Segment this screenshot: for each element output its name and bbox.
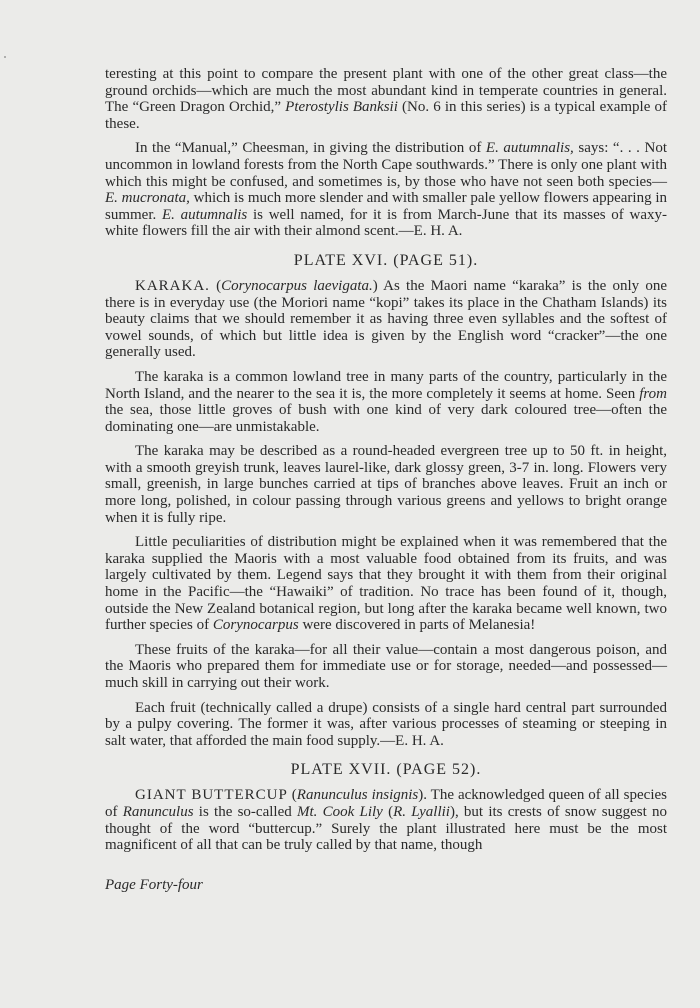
text-run: says: “. . . Not uncommon in lowland forests from the North Cape southwards.” There is only one plant with which this might be confused, and sometimes is, by those who have not seen both species— <box>105 140 667 190</box>
plate-xvi-paragraph-5: These fruits of the karaka—for all their value—contain a most dangerous poison, and the Maoris who prepared them for immediate use or for storage, needed—and possessed—much skill in carrying out their work. <box>105 641 667 691</box>
text-run: Little peculiarities of distribution might be explained when it was remembered that the karaka supplied the Maoris with a most valuable food obtained from its fruits, and was largely cultivated by them. Legend says that they brought it with them from their original home in the Pacific—the “Hawaiki” of tradition. No trace has been found of it, though, outside the New Zealand botanical region, but long after the karaka became well known, two further species of <box>105 534 667 634</box>
text-run: is the so-called <box>193 803 297 820</box>
plate-xvi-heading: PLATE XVI. (PAGE 51). <box>293 251 479 269</box>
plate-xvi-paragraph-1 <box>105 278 667 361</box>
intro-paragraph-1 <box>105 66 667 132</box>
plate-xvi-paragraph-6: Each fruit (technically called a drupe) consists of a single hard central part surrounded by a pulpy covering. The former it was, after various processes of steaming or steeping in salt water, that afforded the main food supply.—E. H. A. <box>105 699 667 749</box>
plant-common-name: Mt. Cook Lily <box>296 803 383 820</box>
plate-xvii-paragraph-1 <box>105 787 667 853</box>
page-number: Page Forty-four <box>105 877 203 893</box>
paper-speck <box>4 56 6 58</box>
plant-common-name: KARAKA. <box>135 277 210 294</box>
text-run: ), but its crests of snow suggest no thought of the word “buttercup.” Surely the plant illustrated here must be the most magnificent of all that can be truly called by that name, though <box>105 803 667 854</box>
species-name: E. autumnalis, <box>485 140 574 157</box>
text-run: ( <box>209 277 222 294</box>
plate-xvi-paragraph-2 <box>105 369 667 435</box>
intro-paragraph-2 <box>105 140 667 240</box>
text-run: The karaka is a common lowland tree in many parts of the country, particularly in the North Island, and the nearer to the sea it is, the more completely it seems at home. Seen <box>105 368 667 402</box>
species-name: Corynocarpus <box>212 617 299 634</box>
text-run: ) As the Maori name “karaka” is the only one there is in everyday use (the Moriori name “kopi” takes its place in the Chatham Islands) its beauty claims that we should remember it as having three even syllables and the softest of vowel sounds, of which but little idea is given by the English word “cracker”—the one generally used. <box>105 277 667 361</box>
plate-xvi-paragraph-4 <box>105 534 667 634</box>
species-name: R. Lyallii <box>393 803 450 820</box>
species-name: Ranunculus insignis <box>296 787 419 804</box>
plate-xvi-paragraph-3: The karaka may be described as a round-headed evergreen tree up to 50 ft. in height, with a smooth greyish trunk, leaves laurel-like, dark glossy green, 3-7 in. long. Flowers very small, greenish, in large bunches carried at tips of branches above leaves. Fruit an inch or more long, polished, in colour passing through various greens and yellows to bright orange when it is fully ripe. <box>105 443 667 526</box>
text-run: ). The acknowledged queen of all species of <box>105 787 667 820</box>
text-run: is well named, for it is from March-June that its masses of waxy-white flowers fill the air with their almond scent.—E. H. A. <box>105 206 667 240</box>
page-body <box>105 66 667 862</box>
text-run: which is much more slender and with smaller pale yellow flowers appearing in summer. <box>105 190 667 223</box>
species-name: E. autumnalis <box>161 206 248 223</box>
species-name: Pterostylis Banksii <box>285 99 398 116</box>
text-run: teresting at this point to compare the present plant with one of the other great class—the ground orchids—which are much the most abundant kind in temperate countries in general. The “Green Dragon Orchid,” <box>105 66 667 116</box>
emphasis: from <box>639 385 667 402</box>
text-run: the sea, those little groves of bush with one kind of very dark coloured tree—often the dominating one—are unmistakable. <box>105 402 667 435</box>
text-run: (No. 6 in this series) is a typical example of these. <box>105 99 667 132</box>
text-run: were discovered in parts of Melanesia! <box>298 617 536 634</box>
species-name: E. mucronata, <box>105 190 190 207</box>
plate-xvii-heading: PLATE XVII. (PAGE 52). <box>290 761 482 779</box>
text-run: ( <box>287 787 297 804</box>
plant-common-name: GIANT BUTTERCUP <box>135 787 288 804</box>
text-run: In the “Manual,” Cheesman, in giving the distribution of <box>135 140 486 157</box>
species-name: Corynocarpus laevigata. <box>221 277 373 294</box>
text-run: ( <box>382 803 394 820</box>
species-name: Ranunculus <box>122 803 194 820</box>
